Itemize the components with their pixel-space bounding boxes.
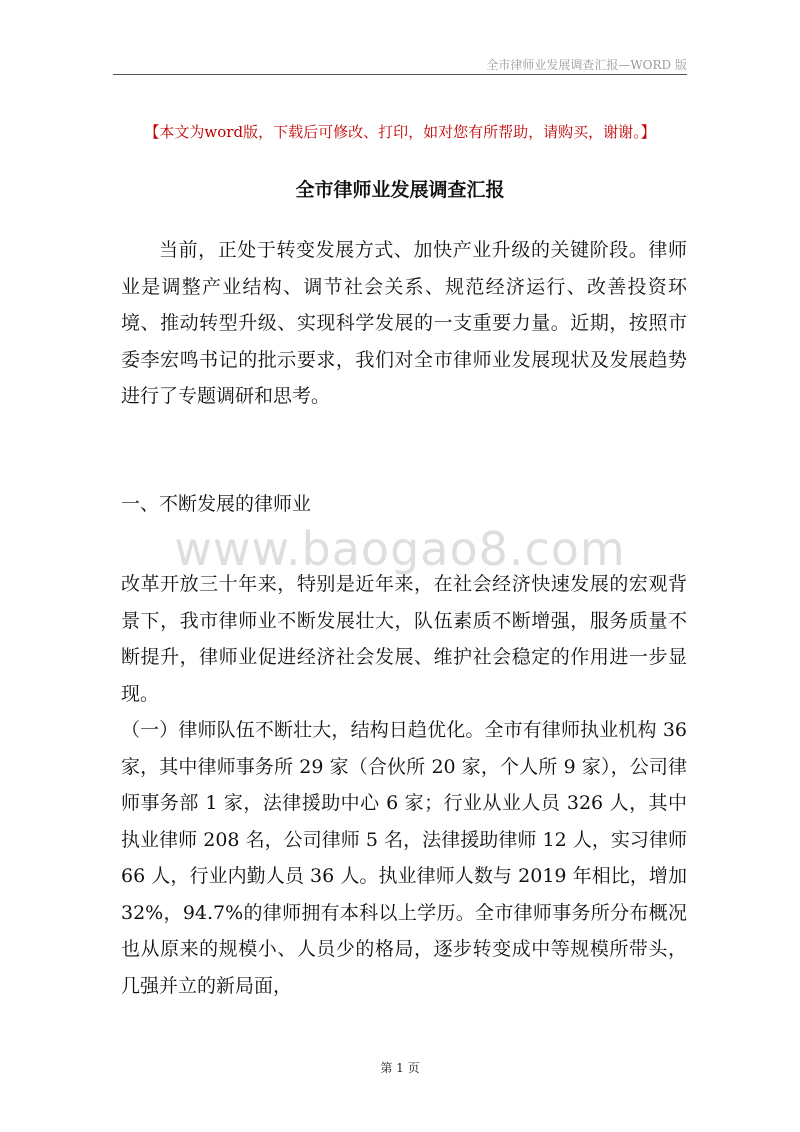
page-number: 第 1 页 (380, 1061, 420, 1075)
watermark: www.baogao8.com (174, 522, 626, 576)
download-notice: 【本文为word版，下载后可修改、打印，如对您有所帮助，请购买，谢谢。】 (144, 123, 656, 141)
intro-paragraph: 当前，正处于转变发展方式、加快产业升级的关键阶段。律师业是调整产业结构、调节社会关系、规范经济运行、改善投资环境、推动转型升级、实现科学发展的一支重要力量。近期，按照市委李宏鸣书记的批示要求，我们对全市律师业发展现状及发展趋势进行了专题调研和思考。 (121, 239, 687, 407)
header-rule (113, 74, 687, 75)
subsection-paragraph: （一）律师队伍不断壮大，结构日趋优化。全市有律师执业机构 36 家，其中律师事务所 29 家（合伙所 20 家，个人所 9 家），公司律师事务部 1 家，法律援助中心 6 家；行业从业人员 326 人，其中执业律师 208 名，公司律师 5 名，法律援助律师 12 人，实习律师 66 人，行业内勤人员 36 人。执业律师人数与 2019 年相比，增加 32%，94.7%的律师拥有本科以上学历。全市律师事务所分布概况也从原来的规模小、人员少的格局，逐步转变成中等规模所带头，几强并立的新局面， (121, 719, 687, 997)
running-header: 全市律师业发展调查汇报—WORD 版 (486, 58, 687, 72)
section-heading: 一、不断发展的律师业 (121, 493, 312, 515)
document-title: 全市律师业发展调查汇报 (295, 179, 505, 201)
section-body-paragraph: 改革开放三十年来，特别是近年来，在社会经济快速发展的宏观背景下，我市律师业不断发展壮大，队伍素质不断增强，服务质量不断提升，律师业促进经济社会发展、维护社会稳定的作用进一步显现。 (121, 573, 687, 705)
